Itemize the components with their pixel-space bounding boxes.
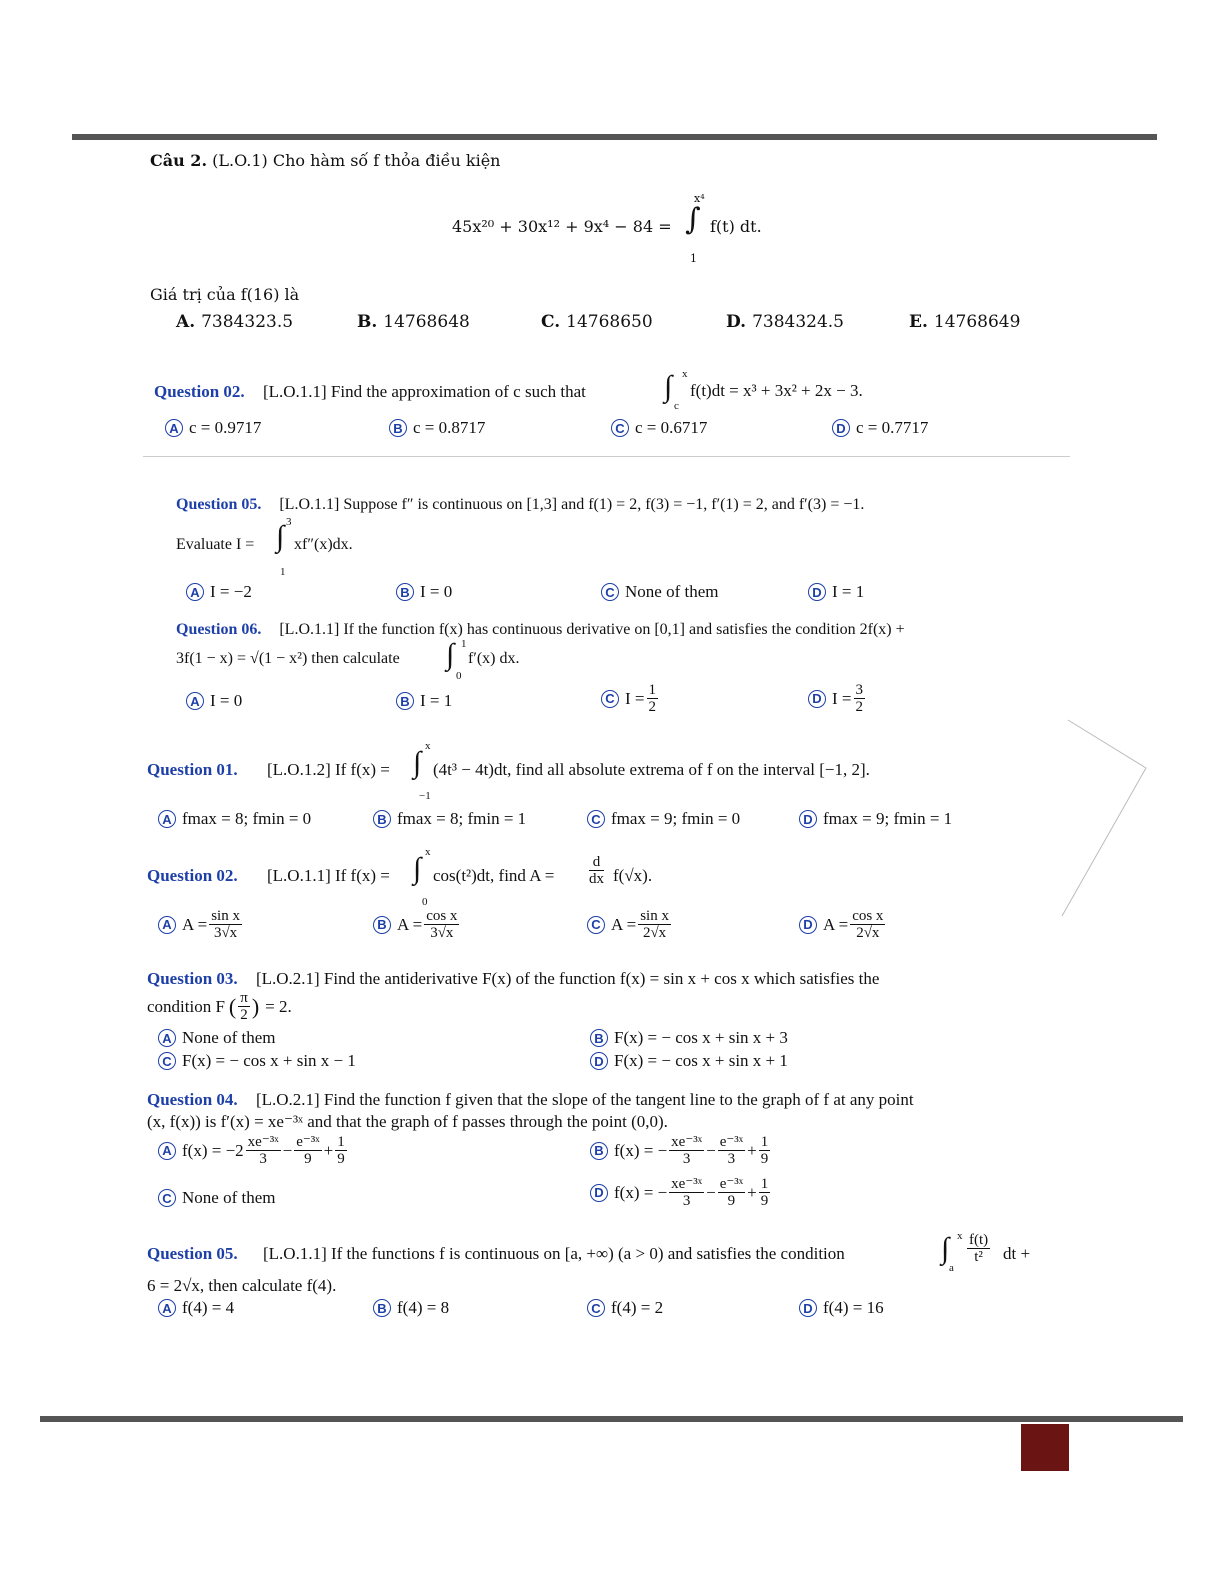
option-frac-den: 2 [648, 699, 656, 715]
option-circle-icon: A [158, 1142, 176, 1160]
option-frac-den: 2√x [642, 925, 667, 941]
q03-stem [147, 968, 879, 990]
option-text: fmax = 8; fmin = 0 [182, 809, 312, 828]
q04-line1: [L.O.2.1] Find the function f given that the slope of the tangent line to the graph of f at any point [255, 1090, 914, 1109]
q02b-upper: x [425, 846, 431, 858]
option-letter: E. [909, 312, 928, 332]
option-frac-2-den: 3 [727, 1151, 736, 1167]
q04-stem [147, 1089, 914, 1111]
q06-lower: 0 [456, 670, 462, 682]
integral-sign: ∫ [413, 746, 422, 779]
option-op: − [282, 1140, 293, 1160]
option-text: fmax = 9; fmin = 0 [611, 809, 741, 828]
option-text: c = 0.8717 [413, 418, 486, 437]
option-circle-icon: C [587, 1299, 605, 1317]
option-text: 7384323.5 [201, 312, 294, 332]
cau2-option[interactable] [726, 312, 844, 332]
q02b-stem [147, 846, 847, 910]
option-text: fmax = 9; fmin = 1 [823, 809, 953, 828]
cau2-equation [452, 190, 792, 265]
option-frac-num: 3 [855, 682, 863, 698]
top-rule [72, 134, 1157, 140]
q05b-option-a[interactable] [158, 1298, 234, 1318]
option-text: c = 0.6717 [635, 418, 708, 437]
option-letter: A. [176, 312, 196, 332]
option-circle-icon: A [186, 692, 204, 710]
option-frac [850, 908, 885, 941]
option-frac [854, 682, 866, 715]
paren-close: ) [251, 993, 260, 1019]
q05a-integrand: xf″(x)dx. [294, 536, 353, 553]
q03-line2-post: = 2. [265, 996, 292, 1016]
option-text: c = 0.7717 [856, 418, 929, 437]
option-op: + [747, 1182, 757, 1202]
option-text: c = 0.9717 [189, 418, 262, 437]
q02a-stem [154, 381, 586, 403]
q02b-text-pre: [L.O.1.1] If f(x) = [267, 866, 390, 885]
q03-option-b[interactable] [590, 1028, 788, 1048]
cau2-intro [150, 150, 500, 172]
option-frac-1-den: 3 [682, 1193, 691, 1209]
option-letter: C. [541, 312, 561, 332]
q05a-option-a[interactable] [186, 582, 252, 602]
option-text: 14768648 [383, 312, 470, 332]
q06-option-d[interactable] [808, 682, 867, 715]
option-frac-2-num: e⁻³ˣ [296, 1134, 320, 1150]
option-circle-icon: C [158, 1052, 176, 1070]
option-frac-1-num: xe⁻³ˣ [671, 1134, 703, 1150]
option-pre: f(x) = − [614, 1182, 668, 1202]
option-circle-icon: C [587, 916, 605, 934]
q02b-derivative [589, 854, 604, 887]
integral-sign: ∫ [941, 1232, 950, 1265]
option-letter: B. [357, 312, 378, 332]
option-frac-2 [718, 1176, 745, 1209]
q06-line1: [L.O.1.1] If the function f(x) has continuous derivative on [0,1] and satisfies the condition 2f(x) + [279, 621, 905, 638]
option-frac-2-den: 9 [727, 1193, 736, 1209]
q05a-option-d[interactable] [808, 582, 864, 602]
q05a-stem [176, 494, 864, 516]
option-circle-icon: D [808, 690, 826, 708]
q06-option-a[interactable] [186, 691, 242, 711]
option-text: f(4) = 4 [182, 1298, 235, 1317]
option-circle-icon: D [808, 583, 826, 601]
option-letter: D. [726, 312, 747, 332]
q02b-option-d[interactable] [799, 908, 887, 941]
q03-line2-pre: condition F [147, 996, 225, 1016]
option-frac-2 [294, 1134, 321, 1167]
cau2-option[interactable] [357, 312, 470, 332]
option-op: − [706, 1140, 716, 1160]
q01-integrand: (4t³ − 4t)dt, find all absolute extrema of f on the interval [−1, 2]. [433, 760, 870, 779]
cau2-option[interactable] [909, 312, 1020, 332]
integral-sign: ∫ [446, 638, 455, 671]
q05b-tail: dt + [1003, 1244, 1031, 1263]
option-circle-icon: B [373, 916, 391, 934]
option-frac [638, 908, 671, 941]
q06-upper: 1 [461, 638, 467, 650]
option-frac-1-num: xe⁻³ˣ [671, 1176, 703, 1192]
q05b-frac-num: f(t) [969, 1232, 989, 1248]
q01-option-b[interactable] [373, 809, 526, 829]
option-pre: f(x) = −2 [182, 1140, 244, 1160]
q05a-text: [L.O.1.1] Suppose f″ is continuous on [1,3] and f(1) = 2, f(3) = −1, f′(1) = 2, and f′(3) = −1. [279, 496, 865, 513]
option-pre: A = [397, 914, 423, 934]
q05b-line1: [L.O.1.1] If the functions f is continuous on [a, +∞) (a > 0) and satisfies the condition [263, 1244, 845, 1263]
option-frac-den: 2√x [856, 925, 880, 941]
option-circle-icon: C [158, 1189, 176, 1207]
option-frac-den: 3√x [430, 925, 454, 941]
q05b-line2: 6 = 2√x, then calculate f(4). [147, 1276, 337, 1295]
option-frac-2 [718, 1134, 745, 1167]
option-text: I = 0 [210, 691, 243, 710]
option-frac-num: cos x [426, 908, 458, 924]
option-circle-icon: D [799, 810, 817, 828]
integral-sign: ∫ [685, 202, 701, 237]
option-pre: f(x) = − [614, 1140, 668, 1160]
q03-pi-den: 2 [240, 1007, 248, 1023]
option-circle-icon: B [373, 1299, 391, 1317]
option-circle-icon: A [158, 1299, 176, 1317]
q04-option-c[interactable] [158, 1188, 275, 1208]
option-frac-den: 3√x [213, 925, 238, 941]
option-circle-icon: D [832, 419, 850, 437]
option-text: f(4) = 2 [611, 1298, 664, 1317]
option-pre: A = [182, 914, 208, 934]
option-text: I = −2 [210, 582, 252, 601]
option-text: I = 1 [832, 582, 865, 601]
option-circle-icon: D [590, 1052, 608, 1070]
option-frac-num: sin x [211, 908, 240, 924]
q02b-tail: f(√x). [613, 866, 653, 885]
q01-label: Question 01. [147, 760, 238, 779]
integral-sign: ∫ [664, 370, 673, 403]
q05b-upper: x [957, 1230, 963, 1242]
option-circle-icon: B [396, 692, 414, 710]
option-frac-3 [759, 1176, 771, 1209]
decorative-lines [1060, 718, 1150, 918]
q01-upper: x [425, 740, 431, 752]
q03-pi-frac [238, 990, 250, 1023]
q01-lower: −1 [419, 790, 431, 802]
option-text: None of them [625, 582, 719, 601]
q01-text-pre: [L.O.1.2] If f(x) = [267, 760, 390, 779]
cau2-lower-limit: 1 [690, 252, 697, 265]
option-pre: A = [611, 914, 637, 934]
q02b-label: Question 02. [147, 866, 238, 885]
option-circle-icon: A [158, 810, 176, 828]
option-frac-1-den: 3 [259, 1151, 267, 1167]
q05a-label: Question 05. [176, 496, 262, 513]
option-text: I = 1 [420, 691, 453, 710]
q05a-evaluate [176, 516, 436, 576]
option-op: + [747, 1140, 757, 1160]
option-frac-1 [246, 1134, 281, 1167]
q02a-option-a[interactable] [165, 418, 261, 438]
q03-option-d[interactable] [590, 1051, 788, 1071]
q02b-option-a[interactable] [158, 908, 244, 941]
integral-sign: ∫ [413, 852, 422, 885]
option-frac-num: 1 [648, 682, 656, 698]
option-frac-3-den: 9 [760, 1151, 769, 1167]
q05a-lower: 1 [280, 566, 286, 578]
q02a-lower: c [674, 400, 679, 412]
option-frac-3-num: 1 [760, 1134, 769, 1150]
option-op: + [323, 1140, 334, 1160]
bottom-rule [40, 1416, 1183, 1422]
q06-stem [176, 619, 905, 641]
option-circle-icon: A [186, 583, 204, 601]
q05b-option-d[interactable] [799, 1298, 884, 1318]
q02a-label: Question 02. [154, 382, 245, 401]
option-text: fmax = 8; fmin = 1 [397, 809, 527, 828]
paren-open: ( [228, 993, 237, 1019]
option-text: f(4) = 16 [823, 1298, 884, 1317]
option-circle-icon: A [165, 419, 183, 437]
option-frac-3 [335, 1134, 347, 1167]
cau2-upper-limit: x⁴ [694, 192, 705, 205]
cau2-label: Câu 2. [150, 151, 208, 170]
option-frac-2-den: 9 [304, 1151, 312, 1167]
option-circle-icon: C [611, 419, 629, 437]
option-circle-icon: B [396, 583, 414, 601]
q05a-option-b[interactable] [396, 582, 452, 602]
q06-label: Question 06. [176, 621, 262, 638]
option-circle-icon: C [601, 583, 619, 601]
option-frac-den: 2 [855, 699, 863, 715]
q02a-option-b[interactable] [389, 418, 485, 438]
q04-option-d[interactable] [590, 1176, 772, 1209]
q03-label: Question 03. [147, 969, 238, 988]
q06-line2-wrap [176, 640, 596, 682]
q02a-rhs: f(t)dt = x³ + 3x² + 2x − 3. [690, 381, 863, 400]
option-circle-icon: D [799, 1299, 817, 1317]
option-circle-icon: A [158, 1029, 176, 1047]
q02a-option-d[interactable] [832, 418, 928, 438]
option-circle-icon: B [590, 1029, 608, 1047]
option-text: 14768650 [566, 312, 653, 332]
q05a-evaluate-text: Evaluate I = [176, 536, 255, 553]
option-frac-1 [669, 1176, 704, 1209]
q05b-frac-den: t² [974, 1249, 983, 1265]
option-frac-1 [669, 1134, 704, 1167]
option-text: F(x) = − cos x + sin x + 3 [614, 1028, 788, 1047]
q02a-option-c[interactable] [611, 418, 707, 438]
q02a-text: [L.O.1.1] Find the approximation of c such that [262, 382, 586, 401]
option-circle-icon: B [590, 1142, 608, 1160]
option-frac [647, 682, 659, 715]
option-frac-3-den: 9 [337, 1151, 345, 1167]
q04-option-a[interactable] [158, 1134, 349, 1167]
q01-stem [147, 740, 1047, 804]
option-frac-num: cos x [852, 908, 884, 924]
option-frac [424, 908, 459, 941]
q01-option-c[interactable] [587, 809, 740, 829]
option-frac-3-num: 1 [337, 1134, 345, 1150]
q06-integrand: f′(x) dx. [468, 650, 520, 667]
q06-line2: 3f(1 − x) = √(1 − x²) then calculate [176, 650, 400, 667]
q03-option-a[interactable] [158, 1028, 275, 1048]
option-text: None of them [182, 1188, 276, 1207]
q03-line1: [L.O.2.1] Find the antiderivative F(x) of the function f(x) = sin x + cos x which satisfies the [255, 969, 880, 988]
integral-sign: ∫ [276, 520, 285, 553]
q02b-lower: 0 [422, 896, 428, 908]
option-text: F(x) = − cos x + sin x + 1 [614, 1051, 788, 1070]
q06-option-b[interactable] [396, 691, 452, 711]
option-text: f(4) = 8 [397, 1298, 450, 1317]
option-circle-icon: A [158, 916, 176, 934]
option-pre: A = [823, 914, 849, 934]
q06-option-c[interactable] [601, 682, 660, 715]
q05b-lower: a [949, 1262, 954, 1274]
option-op: − [706, 1182, 716, 1202]
q05a-upper: 3 [286, 516, 292, 528]
q03-line2 [147, 990, 292, 1023]
q02b-option-c[interactable] [587, 908, 673, 941]
option-frac-3 [759, 1134, 771, 1167]
option-frac-1-num: xe⁻³ˣ [247, 1134, 279, 1150]
option-circle-icon: D [799, 916, 817, 934]
q02a-integral [664, 368, 924, 414]
option-frac-2-num: e⁻³ˣ [719, 1176, 744, 1192]
cau2-equation-right: f(t) dt. [710, 217, 762, 236]
option-frac-3-den: 9 [760, 1193, 769, 1209]
option-text: I = 0 [420, 582, 453, 601]
q05b-option-b[interactable] [373, 1298, 449, 1318]
option-text: 7384324.5 [752, 312, 844, 332]
cau2-prompt: Giá trị của f(16) là [150, 285, 300, 304]
q02b-d-num: d [589, 854, 604, 871]
q03-option-c[interactable] [158, 1051, 356, 1071]
option-circle-icon: B [373, 810, 391, 828]
q03-pi-num: π [240, 990, 248, 1006]
q04-line2: (x, f(x)) is f′(x) = xe⁻³ˣ and that the graph of f passes through the point (0,0). [147, 1112, 668, 1131]
option-text: 14768649 [933, 312, 1021, 332]
option-frac-2-num: e⁻³ˣ [719, 1134, 744, 1150]
divider [143, 456, 1070, 457]
q01-option-d[interactable] [799, 809, 952, 829]
q04-label: Question 04. [147, 1090, 238, 1109]
q05b-option-c[interactable] [587, 1298, 663, 1318]
cau2-equation-left: 45x²⁰ + 30x¹² + 9x⁴ − 84 = [452, 217, 672, 236]
q01-option-a[interactable] [158, 809, 311, 829]
option-frac-3-num: 1 [760, 1176, 769, 1192]
option-circle-icon: C [601, 690, 619, 708]
q05b-label: Question 05. [147, 1244, 238, 1263]
option-circle-icon: D [590, 1184, 608, 1202]
cau2-intro-text: (L.O.1) Cho hàm số f thỏa điều kiện [212, 151, 501, 170]
q02a-upper: x [682, 368, 688, 380]
option-text: None of them [182, 1028, 276, 1047]
option-circle-icon: C [587, 810, 605, 828]
q02b-d-den: dx [589, 871, 604, 887]
option-frac [209, 908, 242, 941]
q02b-integrand: cos(t²)dt, find A = [433, 866, 555, 885]
option-pre: I = [832, 688, 852, 708]
q04-option-b[interactable] [590, 1134, 772, 1167]
option-frac-1-den: 3 [682, 1151, 691, 1167]
option-text: F(x) = − cos x + sin x − 1 [182, 1051, 356, 1070]
cau2-option[interactable] [176, 312, 293, 332]
page-badge [1021, 1424, 1069, 1471]
cau2-option[interactable] [541, 312, 653, 332]
q05b-stem [147, 1232, 1047, 1276]
option-pre: I = [625, 688, 645, 708]
q05a-option-c[interactable] [601, 582, 718, 602]
q02b-option-b[interactable] [373, 908, 461, 941]
q05b-frac [967, 1232, 990, 1265]
option-circle-icon: B [389, 419, 407, 437]
option-frac-num: sin x [640, 908, 669, 924]
